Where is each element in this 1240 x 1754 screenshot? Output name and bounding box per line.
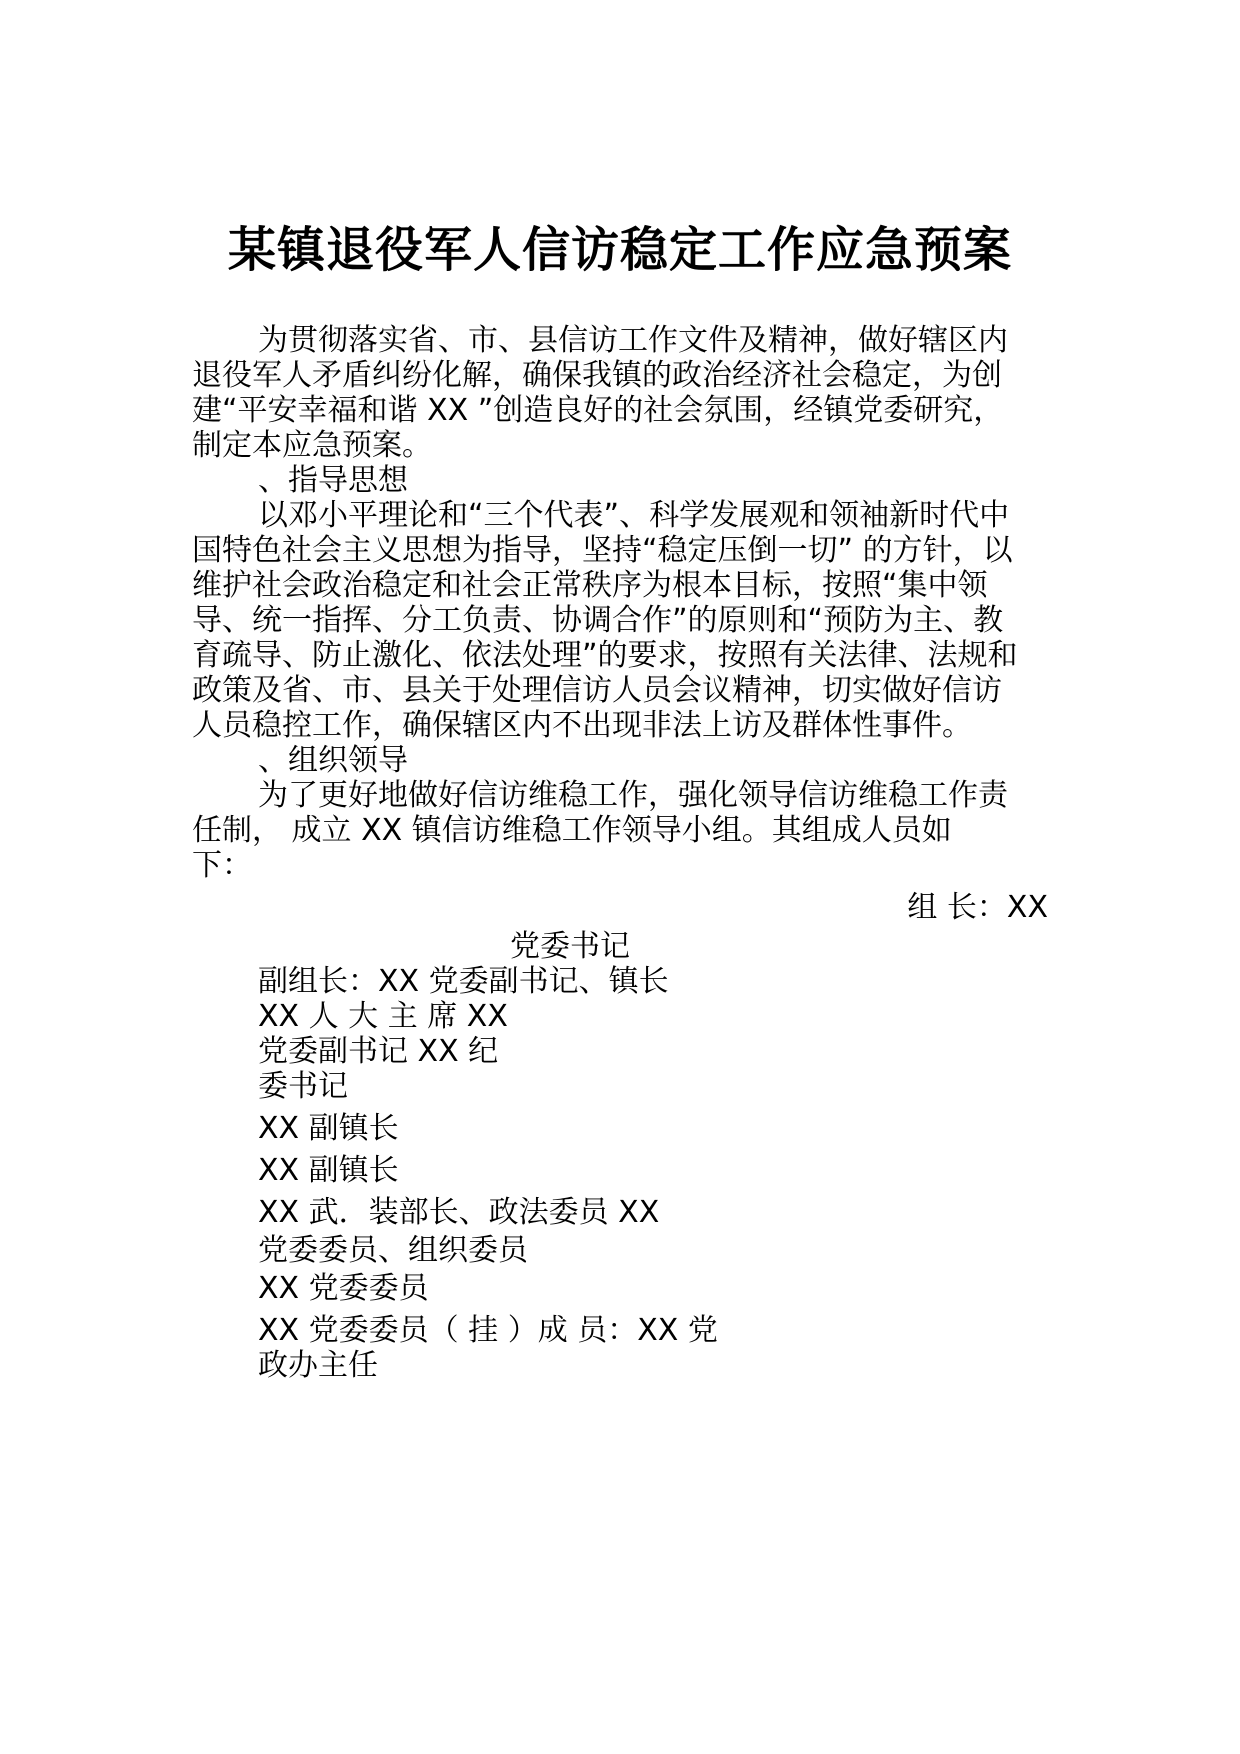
paragraph-line: 退役军人矛盾纠纷化解，确保我镇的政治经济社会稳定，为创 bbox=[192, 358, 1002, 393]
member-line: 副组长：XX 党委副书记、镇长 bbox=[258, 964, 669, 999]
member-line: 党委书记 bbox=[510, 929, 630, 964]
paragraph-line: 为了更好地做好信访维稳工作，强化领导信访维稳工作责 bbox=[258, 778, 1008, 813]
member-line: 组 长：XX bbox=[907, 890, 1048, 925]
member-line: XX 武．装部长、政法委员 XX bbox=[258, 1195, 660, 1230]
paragraph-line: 维护社会政治稳定和社会正常秩序为根本目标，按照“集中领 bbox=[192, 568, 988, 603]
member-line: XX 副镇长 bbox=[258, 1111, 399, 1146]
member-line: XX 党委委员（ 挂 ）成 员：XX 党 bbox=[258, 1313, 718, 1348]
member-line: XX 人 大 主 席 XX bbox=[258, 999, 508, 1034]
paragraph-line: 育疏导、防止激化、依法处理”的要求，按照有关法律、法规和 bbox=[192, 638, 1018, 673]
paragraph-line: 建“平安幸福和谐 XX ”创造良好的社会氛围，经镇党委研究， bbox=[192, 393, 1004, 428]
paragraph-line: 制定本应急预案。 bbox=[192, 428, 432, 463]
paragraph-line: 为贯彻落实省、市、县信访工作文件及精神，做好辖区内 bbox=[258, 323, 1008, 358]
paragraph-line: 下： bbox=[192, 848, 252, 883]
member-line: 政办主任 bbox=[258, 1348, 378, 1383]
paragraph-line: 政策及省、市、县关于处理信访人员会议精神，切实做好信访 bbox=[192, 673, 1002, 708]
section-heading: 、组织领导 bbox=[258, 743, 408, 778]
member-line: 党委委员、组织委员 bbox=[258, 1233, 528, 1268]
member-line: XX 副镇长 bbox=[258, 1153, 399, 1188]
member-line: 党委副书记 XX 纪 bbox=[258, 1034, 499, 1069]
member-line: 委书记 bbox=[258, 1069, 348, 1104]
paragraph-line: 国特色社会主义思想为指导，坚持“稳定压倒一切” 的方针，以 bbox=[192, 533, 1013, 568]
paragraph-line: 任制， 成立 XX 镇信访维稳工作领导小组。其组成人员如 bbox=[192, 813, 952, 848]
section-heading: 、指导思想 bbox=[258, 463, 408, 498]
paragraph-line: 人员稳控工作，确保辖区内不出现非法上访及群体性事件。 bbox=[192, 708, 972, 743]
paragraph-line: 导、统一指挥、分工负责、协调合作”的原则和“预防为主、教 bbox=[192, 603, 1004, 638]
paragraph-line: 以邓小平理论和“三个代表”、科学发展观和领袖新时代中 bbox=[258, 498, 1010, 533]
document-title: 某镇退役军人信访稳定工作应急预案 bbox=[227, 222, 1012, 278]
member-line: XX 党委委员 bbox=[258, 1271, 429, 1306]
